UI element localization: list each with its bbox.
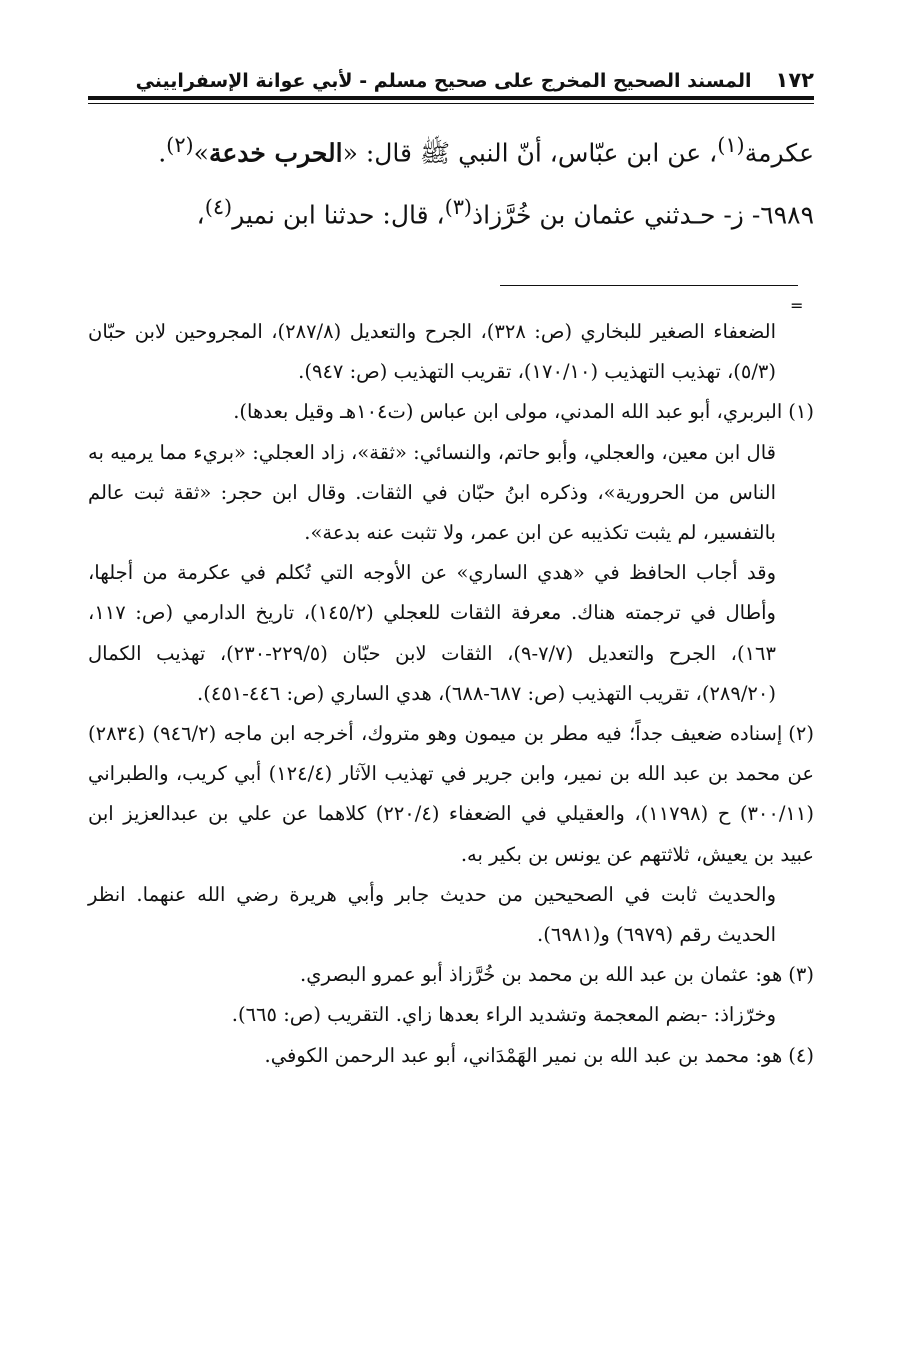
header-rule-thick: [88, 96, 814, 100]
main-line-2-start: ٦٩٨٩- ز- حـدثني عثمان بن خُرَّزاذ: [472, 200, 814, 230]
footnote-ref-1: (١): [717, 133, 745, 157]
continuation-mark: =: [790, 296, 804, 315]
footnote-2-text: إسناده ضعيف جداً؛ فيه مطر بن ميمون وهو متروك، أخرجه ابن ماجه (٩٤٦/٢) (٢٨٣٤) عن محمد بن عبد الله بن نمير، وابن جرير في تهذيب الآثار (١٢٤/٤) أبي كريب، والطبراني (٣٠٠/١١) ح (١١٧٩٨)، والعقيلي في الضعفاء (٢٢٠/٤) كلاهما عن علي بن عبدالعزيز ابن عبيد بن يعيش، ثلاثتهم عن يونس بن بكير به.: [88, 722, 814, 866]
footnote-ref-3: (٣): [444, 195, 473, 220]
footnote-3-number: (٣): [788, 963, 814, 987]
footnote-1: [88, 392, 814, 432]
footnote-4: [88, 1036, 814, 1076]
header-rule-thin: [88, 103, 814, 104]
footnote-2-number: (٢): [788, 722, 814, 746]
footnote-1-para-2: قال ابن معين، والعجلي، وأبو حاتم، والنسائي: «ثقة»، زاد العجلي: «بريء مما يرميه به الناس من الحرورية»، وذكره ابنُ حبّان في الثقات. وقال ابن حجر: «ثقة ثبت عالم بالتفسير، لم يثبت تكذيبه عن ابن عمر، ولا تثبت عنه بدعة».: [88, 440, 776, 545]
quote-close: »: [193, 138, 209, 168]
footnote-4-text: هو: محمد بن عبد الله بن نمير الهَمْدَاني، أبو عبد الرحمن الكوفي.: [264, 1043, 783, 1067]
main-line-2-middle: ، قال: حدثنا ابن نمير: [232, 200, 445, 230]
main-line-2-end: ،: [196, 200, 205, 230]
footnote-3: [88, 955, 814, 995]
main-text: [88, 118, 814, 243]
footnote-4-number: (٤): [788, 1043, 814, 1067]
footnote-3-text: هو: عثمان بن عبد الله بن محمد بن خُرَّزاذ أبو عمرو البصري.: [300, 963, 783, 987]
footnote-2: [88, 714, 814, 875]
running-header: [88, 62, 814, 92]
page-number: ١٧٢: [775, 68, 814, 92]
footnote-1-para-3: وقد أجاب الحافظ في «هدي الساري» عن الأوجه التي تُكلم في عكرمة من أجلها، وأطال في ترجمته هناك. معرفة الثقات للعجلي (١٤٥/٢)، تاريخ الدارمي (ص: ١١٧، ١٦٣)، الجرح والتعديل (٧/٧-٩)، الثقات لابن حبّان (٢٢٩/٥-٢٣٠)، تهذيب الكمال (٢٨٩/٢٠)، تقريب التهذيب (ص: ٦٨٧-٦٨٨)، هدي الساري (ص: ٤٤٦-٤٥١).: [88, 561, 776, 705]
main-line-1-start: عكرمة: [744, 138, 814, 168]
footnote-continuation: الضعفاء الصغير للبخاري (ص: ٣٢٨)، الجرح والتعديل (٢٨٧/٨)، المجروحين لابن حبّان (٥/٣)، تهذيب التهذيب (١٧٠/١٠)، تقريب التهذيب (ص: ٩٤٧).: [88, 320, 776, 384]
footnote-ref-2: (٢): [166, 133, 194, 157]
footnote-ref-4: (٤): [204, 195, 233, 220]
main-line-1: [88, 118, 814, 180]
footnote-1-text: البربري، أبو عبد الله المدني، مولى ابن عباس (ت١٠٤هـ وقيل بعدها).: [233, 400, 783, 424]
footnote-separator: [500, 285, 798, 286]
footnote-1-number: (١): [788, 400, 814, 424]
running-title: المسند الصحيح المخرج على صحيح مسلم - لأبي عوانة الإسفراييني: [135, 70, 752, 92]
footnote-3-para-2: وخرّزاذ: -بضم المعجمة وتشديد الراء بعدها زاي. التقريب (ص: ٦٦٥).: [231, 1003, 776, 1027]
main-line-2: [88, 180, 814, 242]
footnote-2-para-2: والحديث ثابت في الصحيحين من حديث جابر وأبي هريرة رضي الله عنهما. انظر الحديث رقم (٦٩٧٩) و(٦٩٨١).: [88, 882, 776, 947]
footnotes: [88, 312, 814, 1076]
main-line-1-middle: ، عن ابن عبّاس، أنّ النبي ﷺ قال: «: [342, 138, 718, 168]
main-line-1-end: .: [158, 138, 167, 168]
hadith-text: الحرب خدعة: [208, 138, 343, 168]
